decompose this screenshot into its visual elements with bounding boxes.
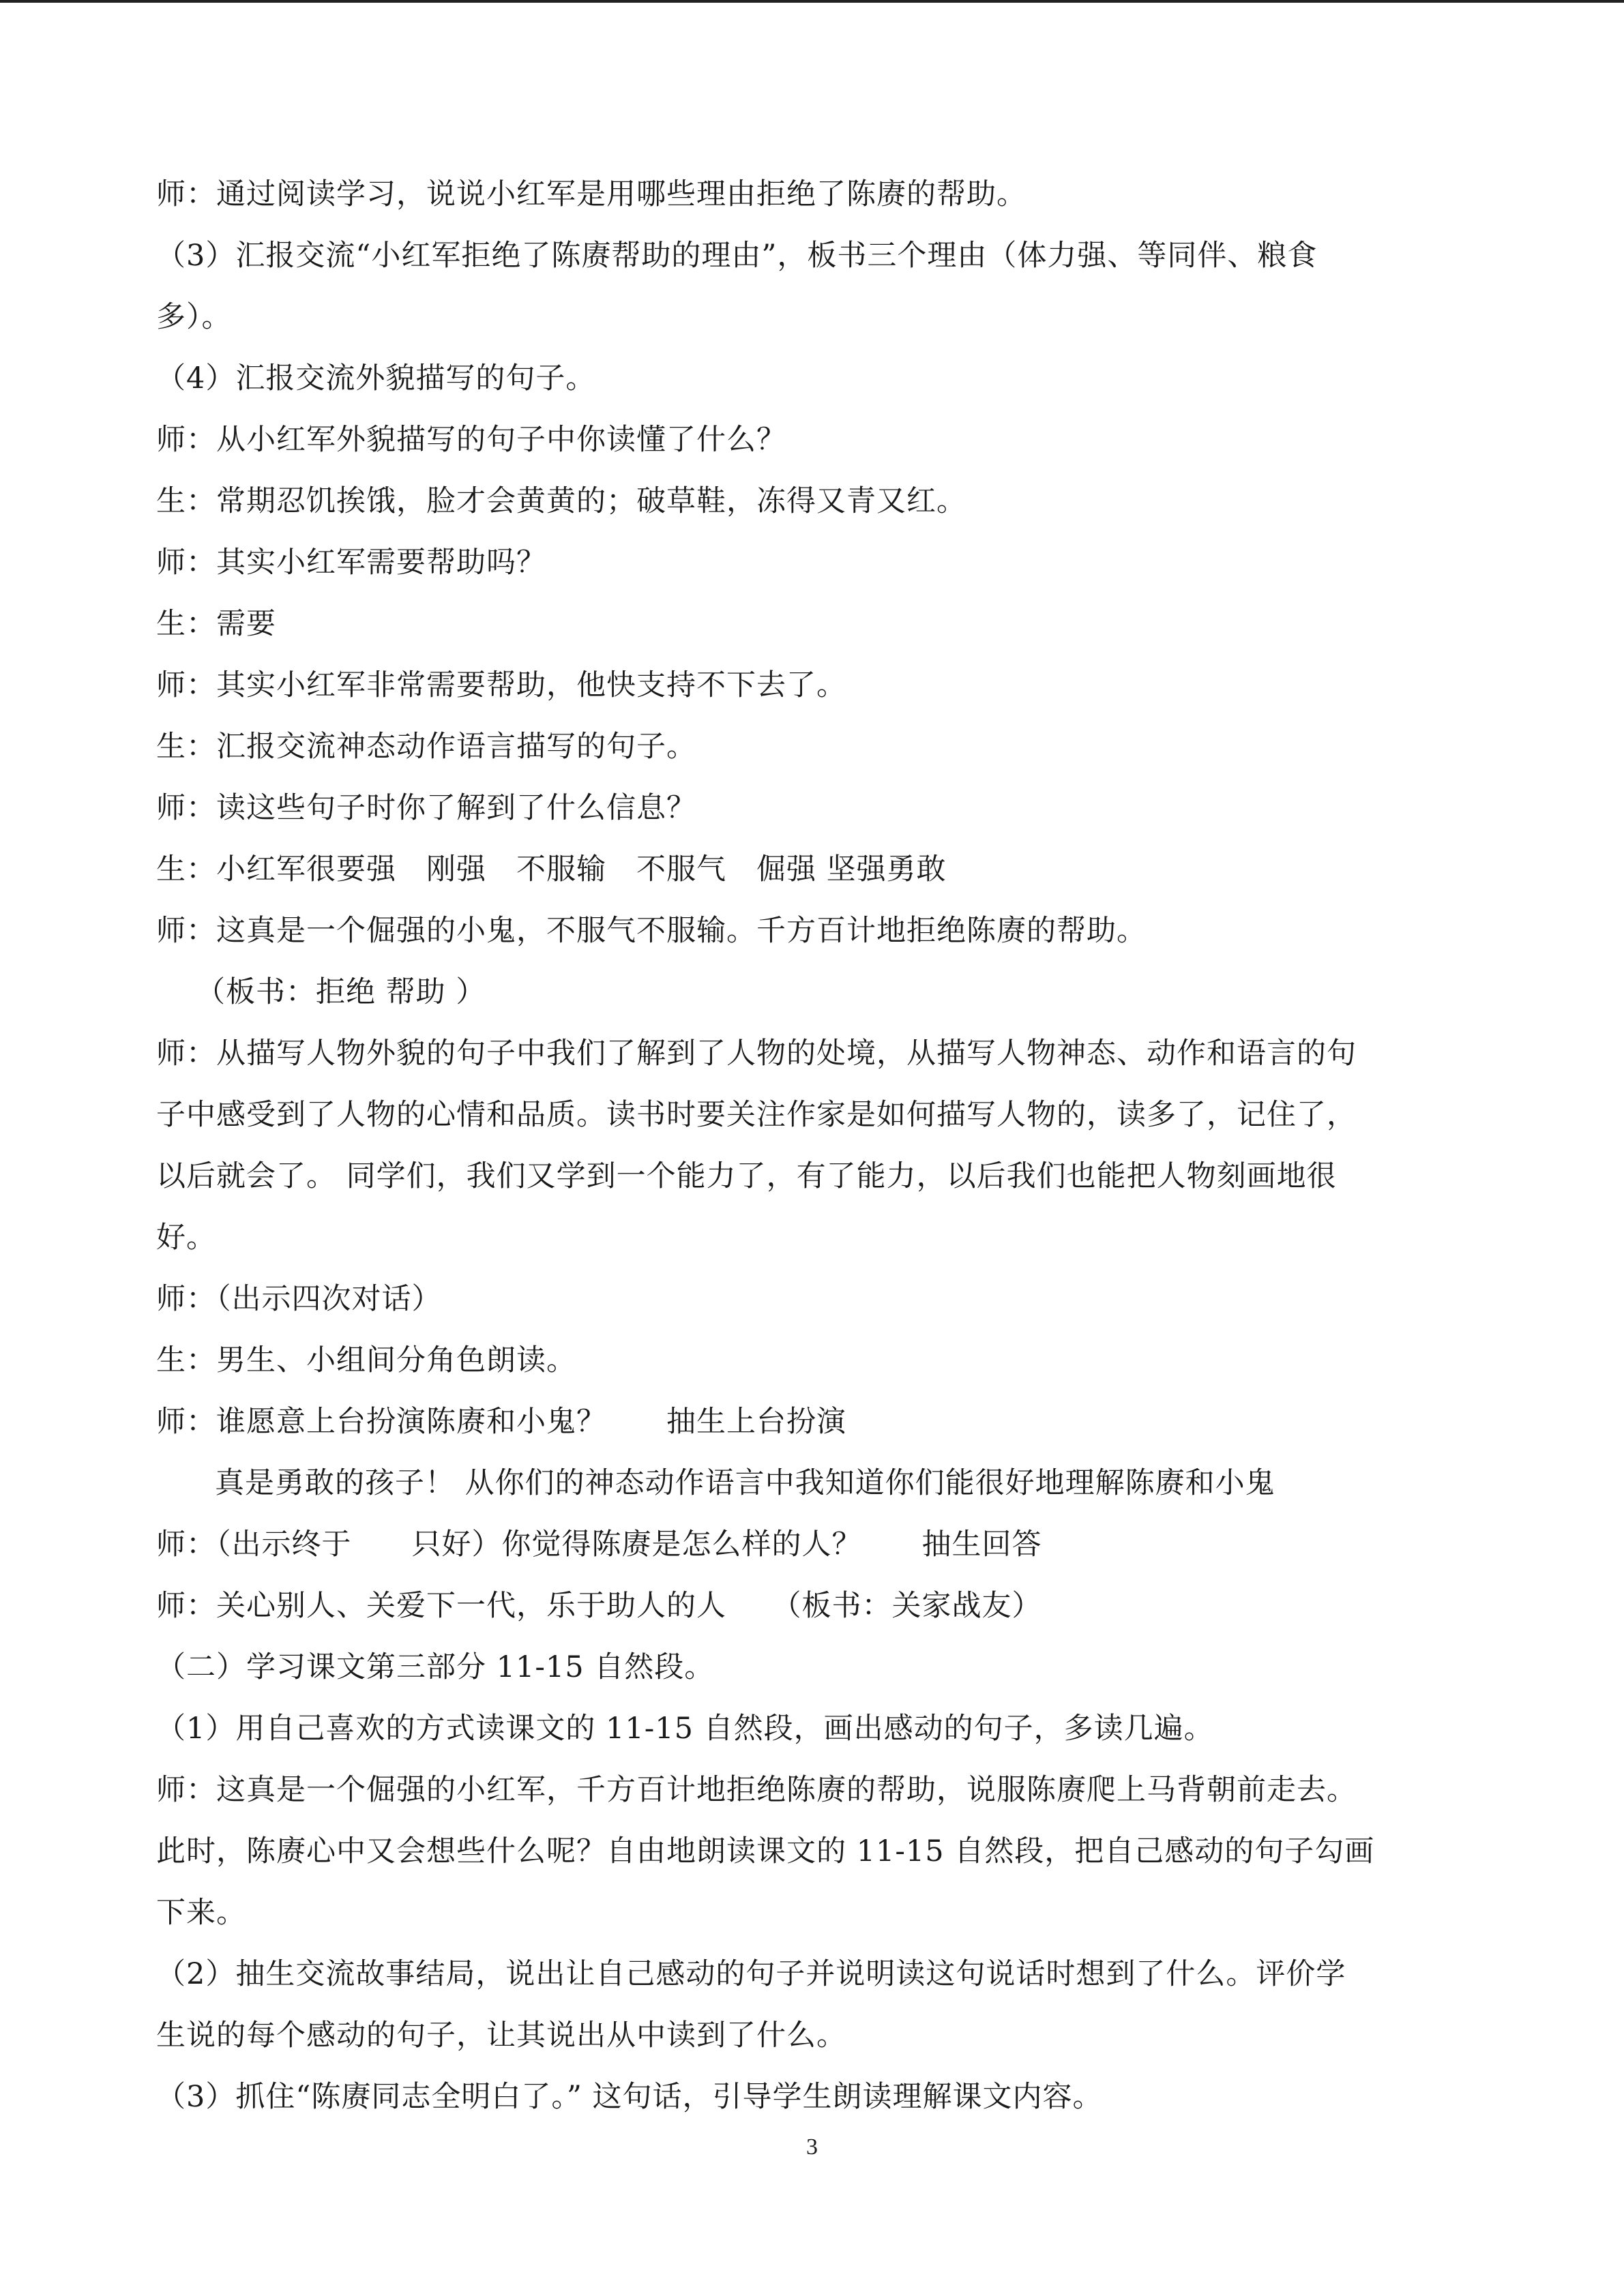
document-body <box>156 164 1473 2128</box>
text-line: 师：谁愿意上台扮演陈赓和小鬼？ 抽生上台扮演 <box>156 1405 846 1439</box>
text-line: 生：汇报交流神态动作语言描写的句子。 <box>156 730 696 764</box>
text-line: 真是勇敢的孩子！ 从你们的神态动作语言中我知道你们能很好地理解陈赓和小鬼 <box>215 1466 1275 1500</box>
text-line: 生：小红军很要强 刚强 不服输 不服气 倔强 坚强勇敢 <box>156 852 947 886</box>
text-line: 师：其实小红军需要帮助吗？ <box>156 546 546 580</box>
text-line: 师：关心别人、关爱下一代，乐于助人的人 （板书：关家战友） <box>156 1589 1042 1623</box>
text-line: （1）用自己喜欢的方式读课文的 11-15 自然段，画出感动的句子，多读几遍。 <box>156 1712 1214 1746</box>
text-line: （2）抽生交流故事结局，说出让自己感动的句子并说明读这句说话时想到了什么。评价学 <box>156 1957 1346 1991</box>
text-line: 以后就会了。 同学们，我们又学到一个能力了，有了能力，以后我们也能把人物刻画地很 <box>156 1159 1337 1193</box>
text-line: 师：（出示四次对话） <box>156 1282 442 1316</box>
text-line: 师：从小红军外貌描写的句子中你读懂了什么？ <box>156 423 786 457</box>
text-line: 生：需要 <box>156 607 276 641</box>
text-line: 师：这真是一个倔强的小鬼，不服气不服输。千方百计地拒绝陈赓的帮助。 <box>156 914 1147 948</box>
text-line: （3）抓住“陈赓同志全明白了。” 这句话，引导学生朗读理解课文内容。 <box>156 2080 1103 2114</box>
text-line: （4）汇报交流外貌描写的句子。 <box>156 361 596 396</box>
text-line: 师：从描写人物外貌的句子中我们了解到了人物的处境，从描写人物神态、动作和语言的句 <box>156 1037 1357 1071</box>
text-line: （板书：拒绝 帮助 ） <box>196 975 486 1009</box>
text-line: 生说的每个感动的句子，让其说出从中读到了什么。 <box>156 2018 846 2053</box>
text-line: 生：常期忍饥挨饿，脸才会黄黄的；破草鞋，冻得又青又红。 <box>156 484 966 518</box>
text-line: 此时，陈赓心中又会想些什么呢？自由地朗读课文的 11-15 自然段，把自己感动的句子勾画 <box>156 1834 1375 1868</box>
text-line: 下来。 <box>156 1896 246 1930</box>
text-line: 好。 <box>156 1221 216 1255</box>
text-line: 生：男生、小组间分角色朗读。 <box>156 1343 576 1377</box>
text-line: （二）学习课文第三部分 11-15 自然段。 <box>156 1650 715 1684</box>
text-line: 师：这真是一个倔强的小红军，千方百计地拒绝陈赓的帮助，说服陈赓爬上马背朝前走去。 <box>156 1773 1357 1807</box>
text-line: 师：读这些句子时你了解到了什么信息？ <box>156 791 696 825</box>
text-line: 师：通过阅读学习，说说小红军是用哪些理由拒绝了陈赓的帮助。 <box>156 177 1027 211</box>
text-line: （3）汇报交流“小红军拒绝了陈赓帮助的理由”，板书三个理由（体力强、等同伴、粮食 <box>156 239 1318 273</box>
text-line: 多）。 <box>156 300 232 334</box>
page-number: 3 <box>806 2134 818 2160</box>
text-line: 师：其实小红军非常需要帮助，他快支持不下去了。 <box>156 668 846 702</box>
text-line: 师：（出示终于 只好）你觉得陈赓是怎么样的人？ 抽生回答 <box>156 1527 1042 1562</box>
text-line: 子中感受到了人物的心情和品质。读书时要关注作家是如何描写人物的，读多了，记住了， <box>156 1098 1357 1132</box>
top-border-line <box>0 0 1624 3</box>
